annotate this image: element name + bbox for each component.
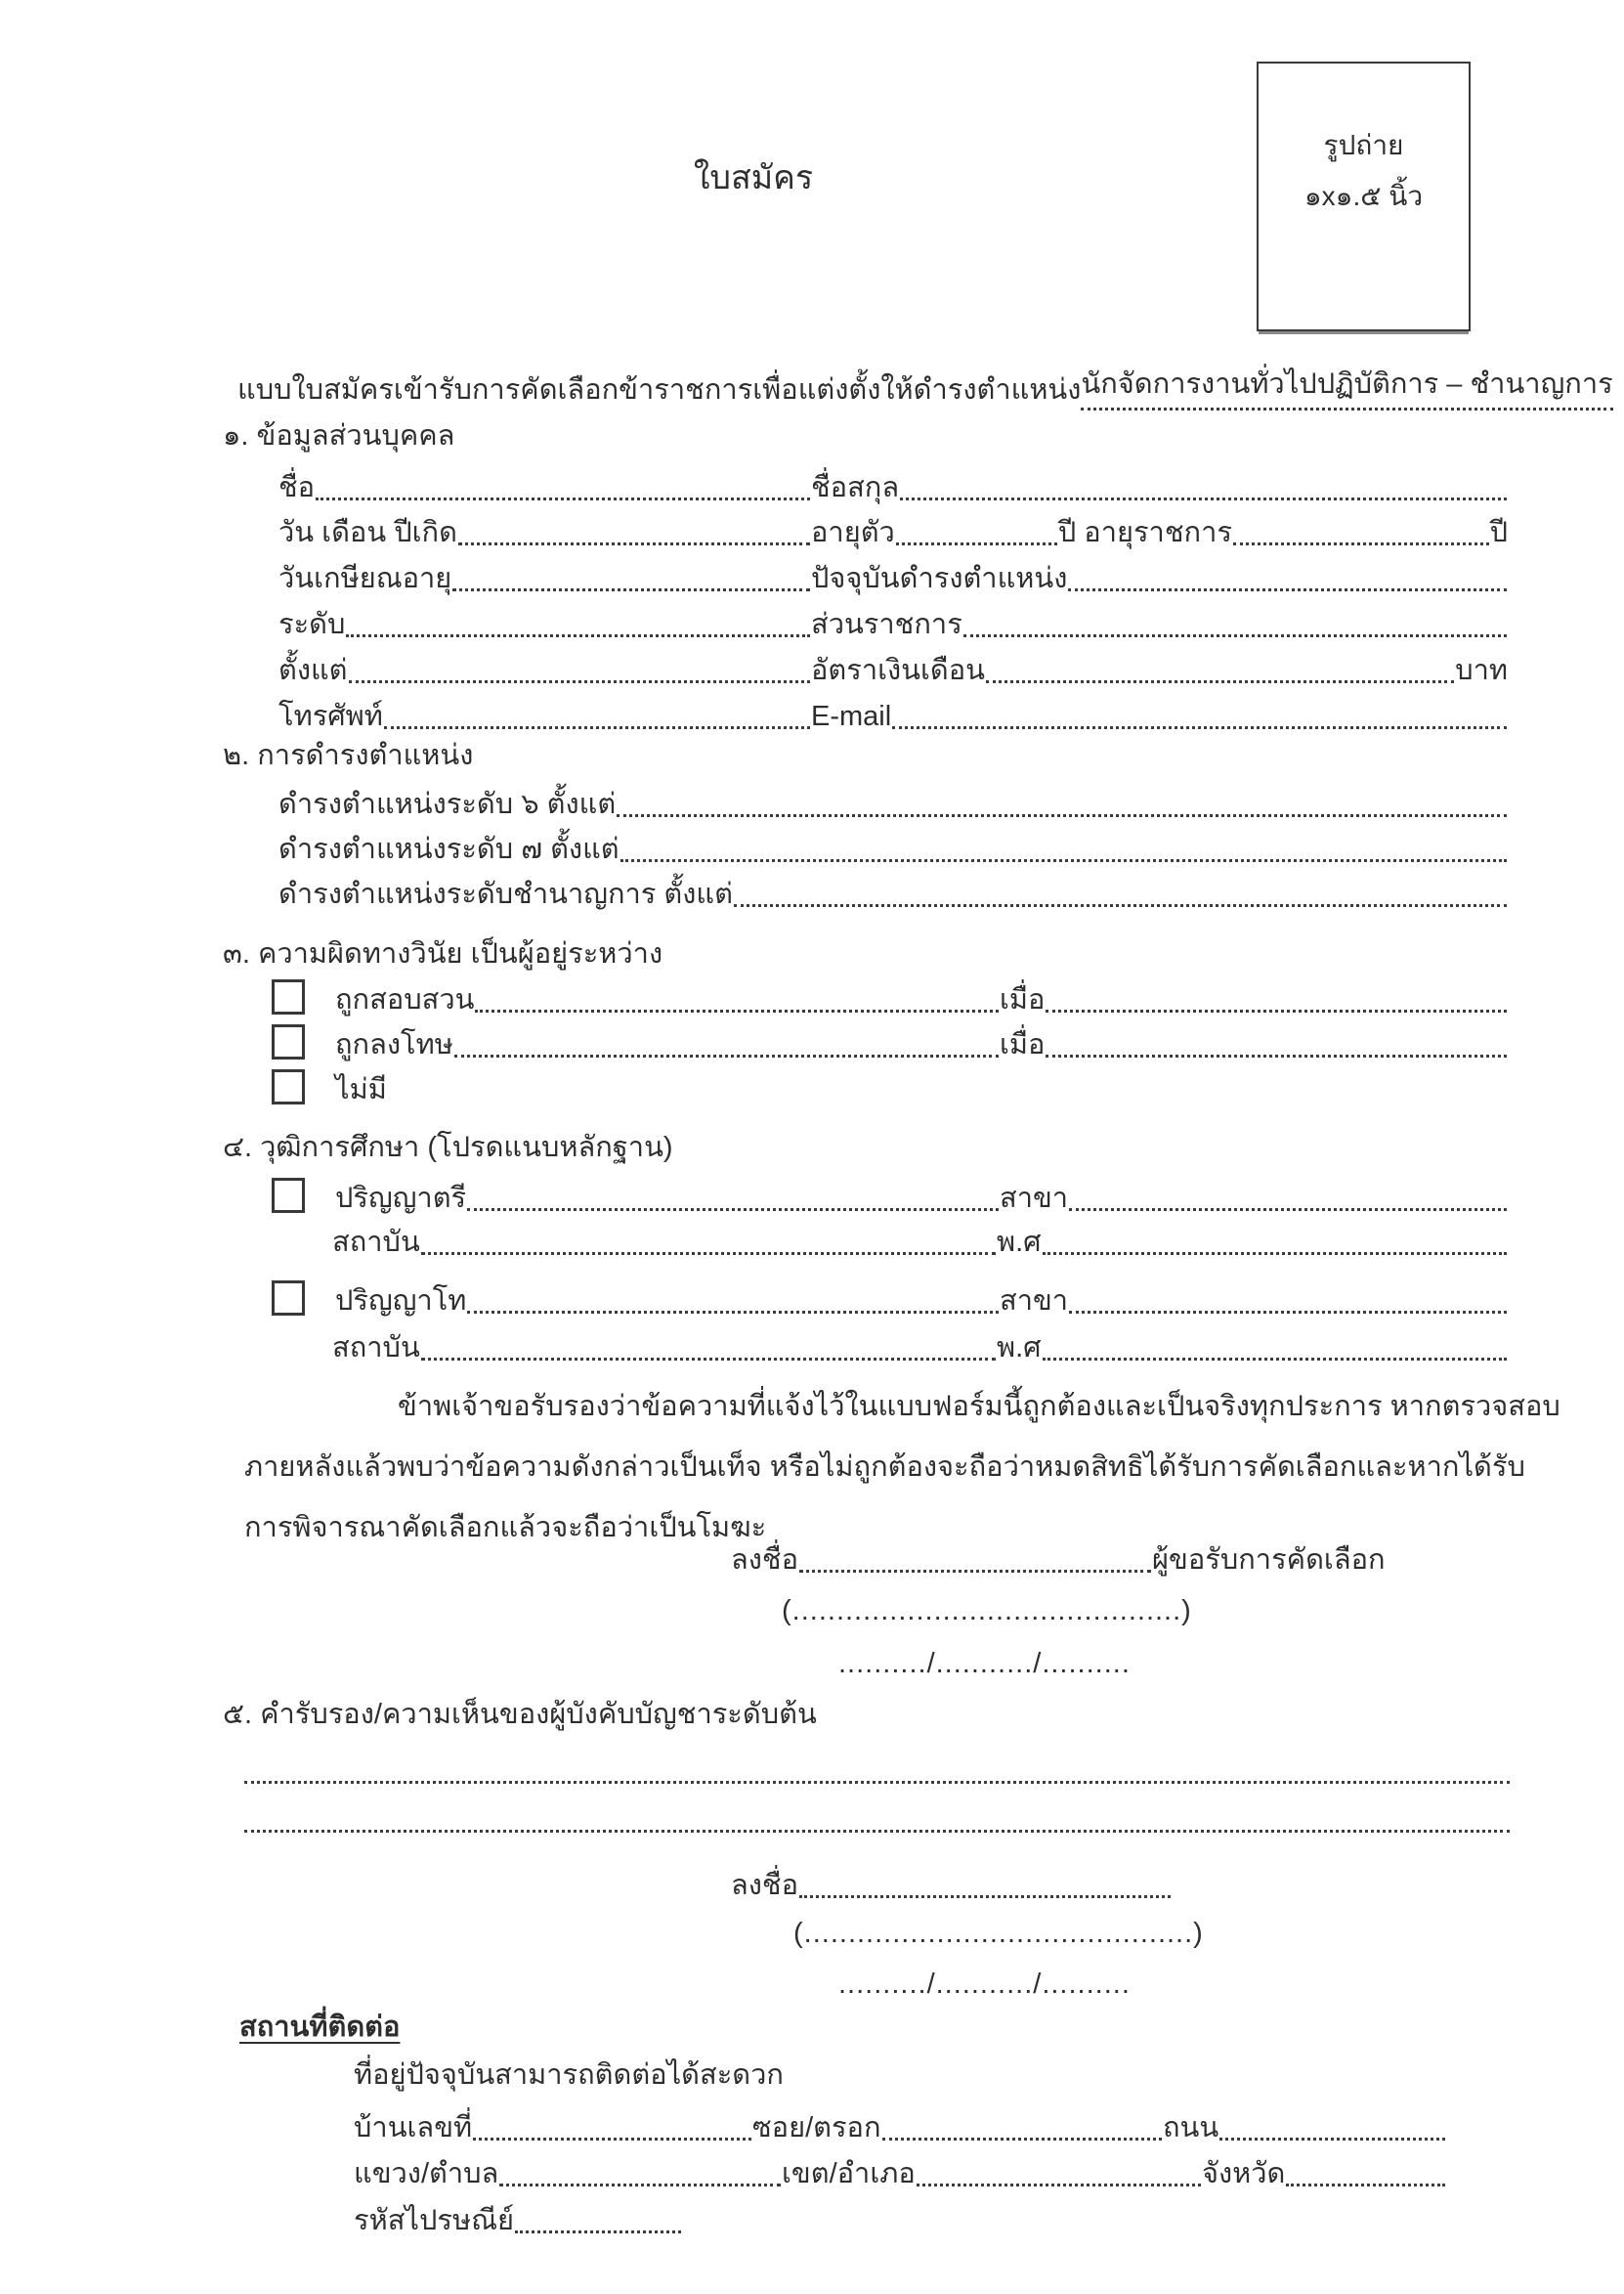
- row-level6: [278, 784, 1508, 825]
- bachelor-label: ปริญญาตรี: [335, 1183, 467, 1214]
- bachelor-major-label: สาขา: [1000, 1183, 1069, 1214]
- email-field: [892, 726, 1507, 729]
- applicant-signature-line: [731, 1539, 1386, 1580]
- supervisor-name-paren-line: (............................................): [793, 1918, 1204, 1949]
- contact-heading: สถานที่ติดต่อ: [239, 2012, 401, 2043]
- row-postal: [354, 2200, 682, 2241]
- bachelor-checkbox: [272, 1178, 305, 1213]
- photo-box-line1: รูปถ่าย: [1323, 130, 1404, 160]
- photo-box: [1257, 62, 1471, 331]
- master-field: [467, 1311, 999, 1314]
- phone-label: โทรศัพท์: [278, 701, 383, 732]
- level7-field: [620, 859, 1507, 862]
- row-name-surname: [278, 467, 1508, 508]
- master-year-label: พ.ศ: [997, 1332, 1042, 1363]
- surname-field: [900, 498, 1507, 500]
- road-label: ถนน: [1163, 2112, 1219, 2143]
- row-address2: [354, 2153, 1446, 2194]
- postal-label: รหัสไปรษณีย์: [354, 2205, 514, 2236]
- supervisor-comment-line2: [244, 1830, 1510, 1833]
- punished-when-field: [1046, 1055, 1507, 1058]
- email-label: E-mail: [811, 701, 892, 732]
- district-field: [917, 2184, 1201, 2186]
- supervisor-signature-line: [731, 1865, 1172, 1906]
- age-label: อายุตัว: [811, 517, 895, 548]
- baht-unit: บาท: [1455, 655, 1508, 686]
- row-none: [272, 1069, 387, 1110]
- house-no-field: [473, 2138, 751, 2141]
- supervisor-sign-label: ลงชื่อ: [731, 1870, 799, 1901]
- investigated-field: [475, 1010, 999, 1013]
- investigated-checkbox: [272, 979, 305, 1015]
- supervisor-comment-line1: [244, 1781, 1510, 1784]
- intro-prefix: แบบใบสมัครเข้ารับการคัดเลือกข้าราชการเพื่อแต่งตั้งให้ดำรงตำแหน่ง: [237, 374, 1082, 406]
- applicant-signature-field: [799, 1570, 1151, 1573]
- road-field: [1219, 2138, 1445, 2141]
- bachelor-major-field: [1069, 1208, 1507, 1211]
- subdistrict-field: [499, 2184, 781, 2186]
- master-institute-label: สถาบัน: [332, 1332, 420, 1363]
- salary-label: อัตราเงินเดือน: [811, 655, 985, 686]
- level-field: [346, 634, 810, 637]
- bachelor-year-label: พ.ศ: [997, 1227, 1042, 1258]
- bachelor-field: [467, 1208, 999, 1211]
- punished-label: ถูกลงโทษ: [335, 1029, 453, 1060]
- age-field: [896, 542, 1057, 545]
- punished-field: [454, 1055, 999, 1058]
- section5-heading: ๕. คำรับรอง/ความเห็นของผู้บังคับบัญชาระดับต้น: [223, 1699, 817, 1730]
- none-checkbox: [272, 1069, 305, 1104]
- photo-box-line2: ๑x๑.๕ นิ้ว: [1303, 181, 1424, 211]
- section3-heading: ๓. ความผิดทางวินัย เป็นผู้อยู่ระหว่าง: [223, 938, 663, 970]
- punished-checkbox: [272, 1024, 305, 1060]
- applicant-sign-label: ลงชื่อ: [731, 1544, 799, 1576]
- province-field: [1286, 2184, 1445, 2186]
- master-major-label: สาขา: [1000, 1285, 1069, 1317]
- retirement-field: [452, 588, 810, 591]
- soi-field: [882, 2138, 1162, 2141]
- row-retirement-position: [278, 558, 1508, 599]
- soi-label: ซอย/ตรอก: [752, 2112, 881, 2143]
- level-label: ระดับ: [278, 609, 346, 640]
- declaration-line3: การพิจารณาคัดเลือกแล้วจะถือว่าเป็นโมฆะ: [244, 1512, 767, 1543]
- level6-label: ดำรงตำแหน่งระดับ ๖ ตั้งแต่: [278, 789, 617, 820]
- applicant-date-line: ........../.........../..........: [838, 1648, 1131, 1679]
- province-label: จังหวัด: [1202, 2158, 1286, 2189]
- punished-when-label: เมื่อ: [1000, 1029, 1046, 1060]
- since-label: ตั้งแต่: [278, 655, 348, 686]
- row-birthdate-age: [278, 512, 1508, 553]
- row-phone-email: [278, 696, 1508, 737]
- master-checkbox: [272, 1280, 305, 1316]
- master-major-field: [1069, 1311, 1507, 1314]
- master-institute-field: [421, 1358, 996, 1361]
- row-level-agency: [278, 604, 1508, 645]
- investigated-when-label: เมื่อ: [1000, 984, 1046, 1016]
- name-label: ชื่อ: [278, 472, 316, 503]
- subdistrict-label: แขวง/ตำบล: [354, 2158, 499, 2189]
- level-senior-label: ดำรงตำแหน่งระดับชำนาญการ ตั้งแต่: [278, 879, 733, 910]
- service-years-field: [1233, 542, 1489, 545]
- section4-heading: ๔. วุฒิการศึกษา (โปรดแนบหลักฐาน): [223, 1132, 673, 1163]
- section1-heading: ๑. ข้อมูลส่วนบุคคล: [223, 420, 455, 452]
- none-label: ไม่มี: [335, 1074, 387, 1105]
- level7-label: ดำรงตำแหน่งระดับ ๗ ตั้งแต่: [278, 834, 620, 865]
- row-bachelor: [272, 1178, 1508, 1219]
- bachelor-institute-field: [421, 1252, 996, 1255]
- supervisor-signature-field: [799, 1895, 1171, 1898]
- postal-field: [515, 2230, 681, 2233]
- bachelor-year-field: [1043, 1252, 1507, 1255]
- intro-line: [237, 369, 1613, 411]
- birthdate-field: [458, 542, 810, 545]
- investigated-when-field: [1046, 1010, 1507, 1013]
- agency-label: ส่วนราชการ: [811, 609, 962, 640]
- declaration-line2: ภายหลังแล้วพบว่าข้อความดังกล่าวเป็นเท็จ หรือไม่ถูกต้องจะถือว่าหมดสิทธิได้รับการคัดเลือกและหากได้รับ: [244, 1451, 1525, 1483]
- applicant-sign-suffix: ผู้ขอรับการคัดเลือก: [1152, 1544, 1386, 1576]
- bachelor-institute-label: สถาบัน: [332, 1227, 420, 1258]
- investigated-label: ถูกสอบสวน: [335, 984, 475, 1016]
- salary-field: [986, 680, 1454, 683]
- position-title: นักจัดการงานทั่วไปปฏิบัติการ – ชำนาญการ: [1081, 364, 1612, 411]
- agency-field: [963, 634, 1507, 637]
- master-year-field: [1043, 1358, 1507, 1361]
- supervisor-date-line: ........../.........../..........: [838, 1969, 1131, 2000]
- row-investigated: [272, 979, 1508, 1020]
- declaration-line1: ข้าพเจ้าขอรับรองว่าข้อความที่แจ้งไว้ในแบบฟอร์มนี้ถูกต้องและเป็นจริงทุกประการ หากตรวจสอบ: [398, 1391, 1560, 1422]
- row-level7: [278, 829, 1508, 870]
- page-title: ใบสมัคร: [693, 159, 814, 196]
- name-field: [316, 498, 810, 500]
- row-address1: [354, 2107, 1446, 2148]
- row-bachelor-institute: [332, 1222, 1508, 1263]
- service-years-label: ปี อายุราชการ: [1057, 517, 1232, 548]
- current-position-field: [1068, 588, 1507, 591]
- since-field: [349, 680, 810, 683]
- retirement-label: วันเกษียณอายุ: [278, 563, 452, 594]
- contact-intro: ที่อยู่ปัจจุบันสามารถติดต่อได้สะดวก: [354, 2059, 784, 2091]
- section2-heading: ๒. การดำรงตำแหน่ง: [223, 740, 474, 771]
- level-senior-field: [734, 904, 1507, 907]
- row-level-senior: [278, 874, 1508, 915]
- birthdate-label: วัน เดือน ปีเกิด: [278, 517, 457, 548]
- phone-field: [384, 726, 810, 729]
- house-no-label: บ้านเลขที่: [354, 2112, 473, 2143]
- row-master: [272, 1280, 1508, 1321]
- applicant-name-paren-line: (............................................): [782, 1595, 1192, 1626]
- master-label: ปริญญาโท: [335, 1285, 467, 1317]
- current-position-label: ปัจจุบันดำรงตำแหน่ง: [811, 563, 1068, 594]
- year-unit: ปี: [1489, 517, 1508, 548]
- row-master-institute: [332, 1327, 1508, 1368]
- level6-field: [617, 814, 1507, 817]
- row-since-salary: [278, 650, 1508, 691]
- row-punished: [272, 1024, 1508, 1065]
- surname-label: ชื่อสกุล: [811, 472, 900, 503]
- district-label: เขต/อำเภอ: [782, 2158, 916, 2189]
